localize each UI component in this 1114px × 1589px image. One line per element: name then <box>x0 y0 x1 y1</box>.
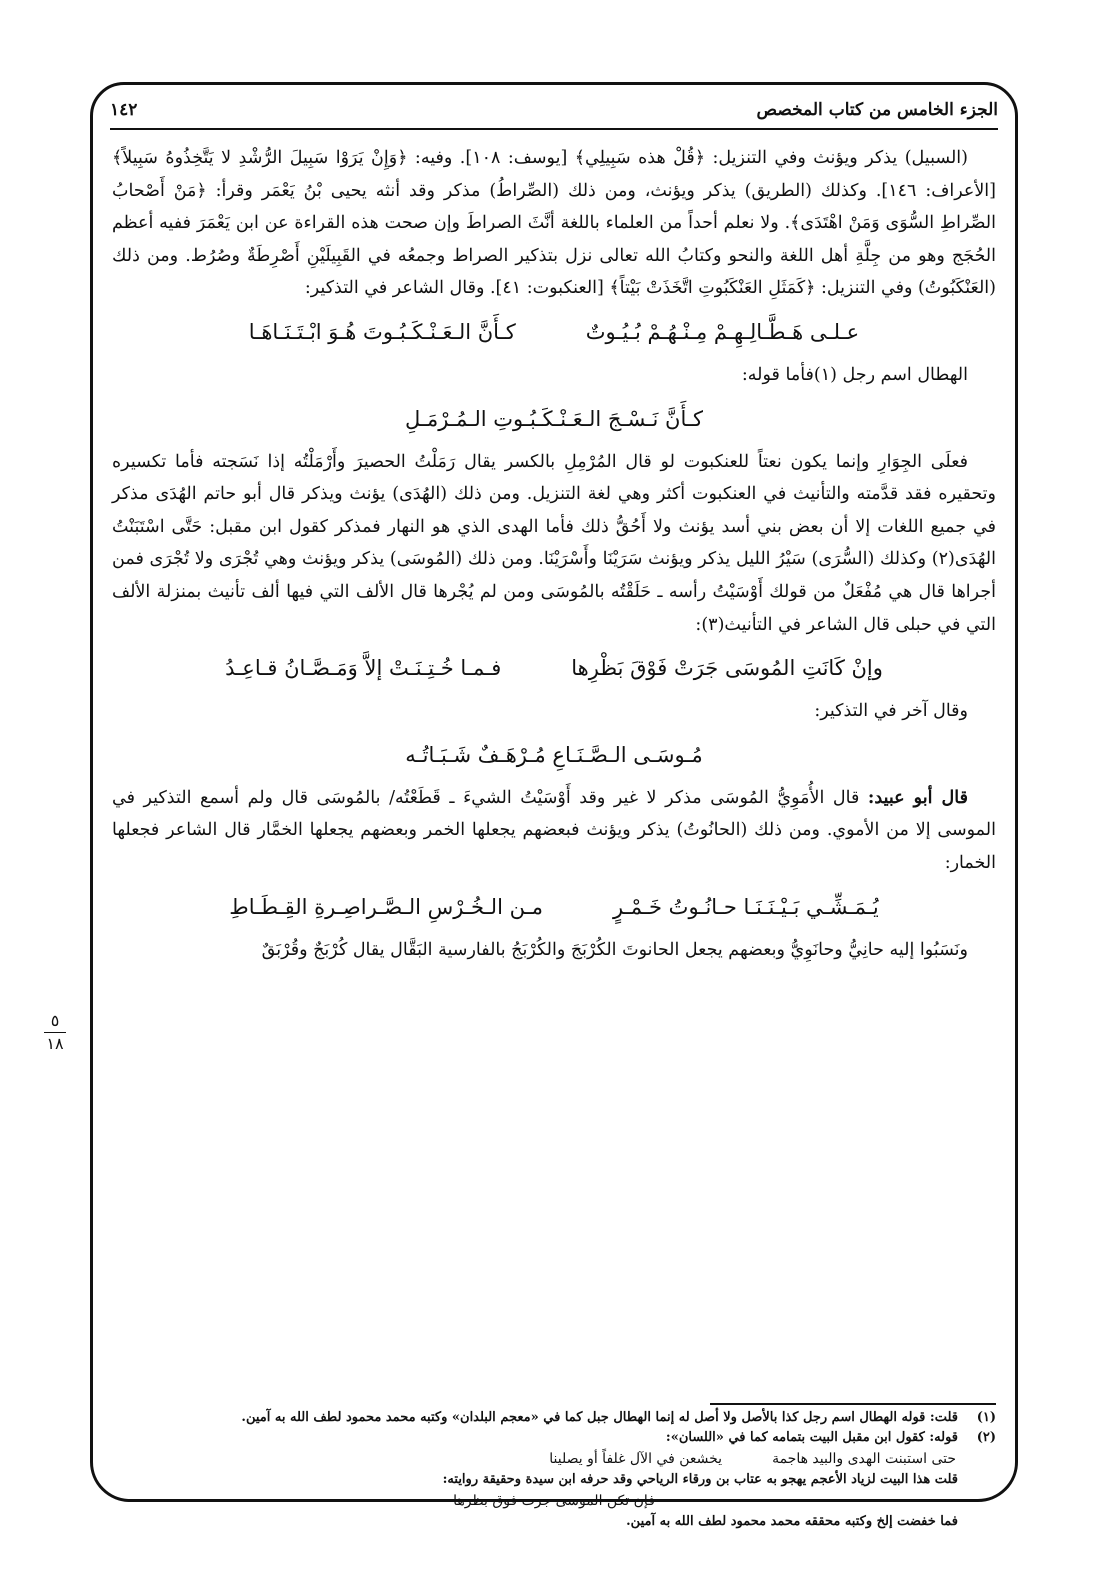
footnote-2-verse-first: حتى استبنت الهدى والبيد هاجمة <box>772 1451 956 1467</box>
verse-4-text: مُـوسَـى الـصَّـنَـاعِ مُـرْهَـفٌ شَـبَـاتُـه <box>405 742 703 767</box>
paragraph-5 <box>112 782 996 880</box>
footnote-2-note: قلت هذا البيت لزياد الأعجم يهجو به عتاب بن ورقاء الرياحي وقد حرفه ابن سيدة وحقيقة روايته: <box>442 1472 958 1487</box>
footnotes <box>112 1408 996 1532</box>
footnote-2-verse-second: يخشعن في الآل غلفاً أو يصلينا <box>549 1451 723 1467</box>
verse-5-first-hemistich: يُـمَـشِّـي بَـيْـنَـنَـا حـانُـوتُ خَـمْـرٍ <box>612 894 879 919</box>
paragraph-3: فعلَى الجِوَارِ وإنما يكون نعتاً للعنكبوت لو قال المُرْمِلِ بالكسر يقال رَمَلْتُ الحصيرَ وأَرْمَلْتُه إذا نَسَجته فأما تكسيره وتحقيره فقد قدَّمته والتأنيث في العنكبوت أكثر وهي لغة التنزيل. ومن ذلك (الهُدَى) يؤنث ويذكر قال أبو حاتم الهُدَى مذكر في جميع اللغات إلا أن بعض بني أسد يؤنث ولا أَحُقُّ ذلك فأما الهدى الذي هو النهار فمذكر كقول ابن مقبل: حَتَّى اسْتَبَنْتُ الهُدَى(٢) وكذلك (السُّرَى) سَيْرُ الليل يذكر ويؤنث سَرَيْنَا وأَسْرَيْنَا. ومن ذلك (المُوسَى) يذكر ويؤنث وهي تُجْرَى ولا تُجْرَى فمن أجراها قال هي مُفْعَلٌ من قولك أَوْسَيْتُ رأسه ـ حَلَقْتُه بالمُوسَى ومن لم يُجْرها قال الألف التي فيها ألف تأنيث بمنزلة الألف التي في حبلى قال الشاعر في التأنيث(٣): <box>112 451 996 635</box>
margin-marker <box>40 1012 70 1053</box>
verse-1-first-hemistich: عـلـى هَـطَّـالِـهِـمْ مِـنْـهُـمْ بُـيُـوتٌ <box>585 319 860 344</box>
paragraph-1: (السبيل) يذكر ويؤنث وفي التنزيل: ﴿قُلْ هذه سَبِيلِي﴾ [يوسف: ١٠٨]. وفيه: ﴿وَإِنْ يَرَوْا سَبِيلَ الرُّشْدِ لا يَتَّخِذُوهُ سَبِيلاً﴾ [الأعراف: ١٤٦]. وكذلك (الطريق) يذكر ويؤنث، ومن ذلك (الصِّراطُ) مذكر وقد أنثه يحيى بْنُ يَعْمَر وقرأ: ﴿مَنْ أَصْحابُ الصِّراطِ السُّوَى وَمَنْ اهْتَدَى﴾. ولا نعلم أحداً من العلماء باللغة أنَّثَ الصراطَ وإن صحت هذه القراءة عن ابن يَعْمَرَ ففيه أعظم الحُجَج وهو من جِلَّةِ أهل اللغة والنحو وكتابُ الله تعالى نزل بتذكير الصراط وجمعُه في القَبِيلَيْنِ أَصْرِطَةٌ وصُرُط. ومن ذلك (العَنْكَبُوتُ) وفي التنزيل: ﴿كَمَثَلِ العَنْكَبُوتِ اتَّخَذَتْ بَيْتاً﴾ [العنكبوت: ٤١]. وقال الشاعر في التذكير: <box>112 148 997 299</box>
verse-1 <box>112 305 996 359</box>
verse-3-second-hemistich: فـمـا خُـتِـنَـتْ إلاَّ وَمَـصَّـانُ قـاعِـدُ <box>225 656 502 681</box>
verse-5 <box>112 880 996 934</box>
footnote-1 <box>112 1408 996 1428</box>
paragraph-5-lead: قال أبو عبيد: <box>867 787 968 808</box>
running-title: الجزء الخامس من كتاب المخصص <box>756 100 998 120</box>
paragraph-5-text: قال الأُمَوِيُّ المُوسَى مذكر لا غير وقد أَوْسَيْتُ الشيءَ ـ قَطَعْتُه/ بالمُوسَى قال ولم أسمع التذكير في الموسى إلا من الأموي. ومن ذلك (الحانُوتُ) يذكر ويؤنث فبعضهم يجعلها الخمر وبعضهم يجعلها الخمَّار قال الشاعر فجعلها الخمار: <box>112 787 996 873</box>
margin-marker-bottom: ١٨ <box>46 1034 64 1053</box>
footnote-1-text: قلت: قوله الهطال اسم رجل كذا بالأصل ولا أصل له إنما الهطال جبل كما في «معجم البلدان» وكتبه محمد محمود لطف الله به آمين. <box>241 1410 958 1425</box>
header-rule <box>110 128 998 130</box>
margin-marker-top: ٥ <box>50 1011 60 1030</box>
verse-5-second-hemistich: مـن الـخُـرْسِ الـصَّـراصِـرةِ القِـطَـاطِ <box>229 894 543 919</box>
footnote-2-closing: فما خفضت إلخ وكتبه محققه محمد محمود لطف الله به آمين. <box>626 1514 958 1529</box>
footnote-2-verse-2 <box>112 1490 996 1512</box>
footnote-2 <box>112 1428 996 1448</box>
footnote-2-text: قوله: كقول ابن مقبل البيت بتمامه كما في «اللسان»: <box>665 1430 958 1445</box>
footnote-1-number: (١) <box>976 1410 996 1425</box>
margin-marker-line <box>44 1032 66 1033</box>
paragraph-6: ونَسَبُوا إليه حانِيُّ وحانَوِيُّ وبعضهم يجعل الحانوتَ الكُرْبَجَ والكُرْبَجُ بالفارسية البَقَّال يقال كُرْبَجٌ وقُرْبَقٌ <box>261 939 968 960</box>
verse-3-first-hemistich: وإنْ كَانَتِ المُوسَى جَرَتْ فَوْقَ بَظْرِها <box>571 656 883 681</box>
main-text <box>112 142 996 966</box>
footnote-2-verse <box>112 1448 996 1470</box>
verse-4 <box>112 728 996 782</box>
verse-3 <box>112 641 996 695</box>
footnote-rule <box>710 1403 996 1405</box>
page-number: ١٤٢ <box>110 100 138 120</box>
verse-2 <box>112 392 996 446</box>
page-header <box>110 98 998 128</box>
paragraph-2: الهطال اسم رجل (١)فأما قوله: <box>741 364 968 385</box>
verse-1-second-hemistich: كـأَنَّ الـعَـنْـكَـبُـوتَ هُـوَ ابْـتَـنَـاهَـا <box>248 319 516 344</box>
footnote-2-verse-2-text: فإن تكن الموسى جرت فوق بظرها <box>453 1493 655 1509</box>
verse-2-text: كـأَنَّ نَـسْـجَ الـعَـنْـكَـبُـوتِ الـمُـرْمَـلِ <box>404 406 704 431</box>
paragraph-4: وقال آخر في التذكير: <box>814 701 968 722</box>
footnote-2-number: (٢) <box>976 1430 996 1445</box>
